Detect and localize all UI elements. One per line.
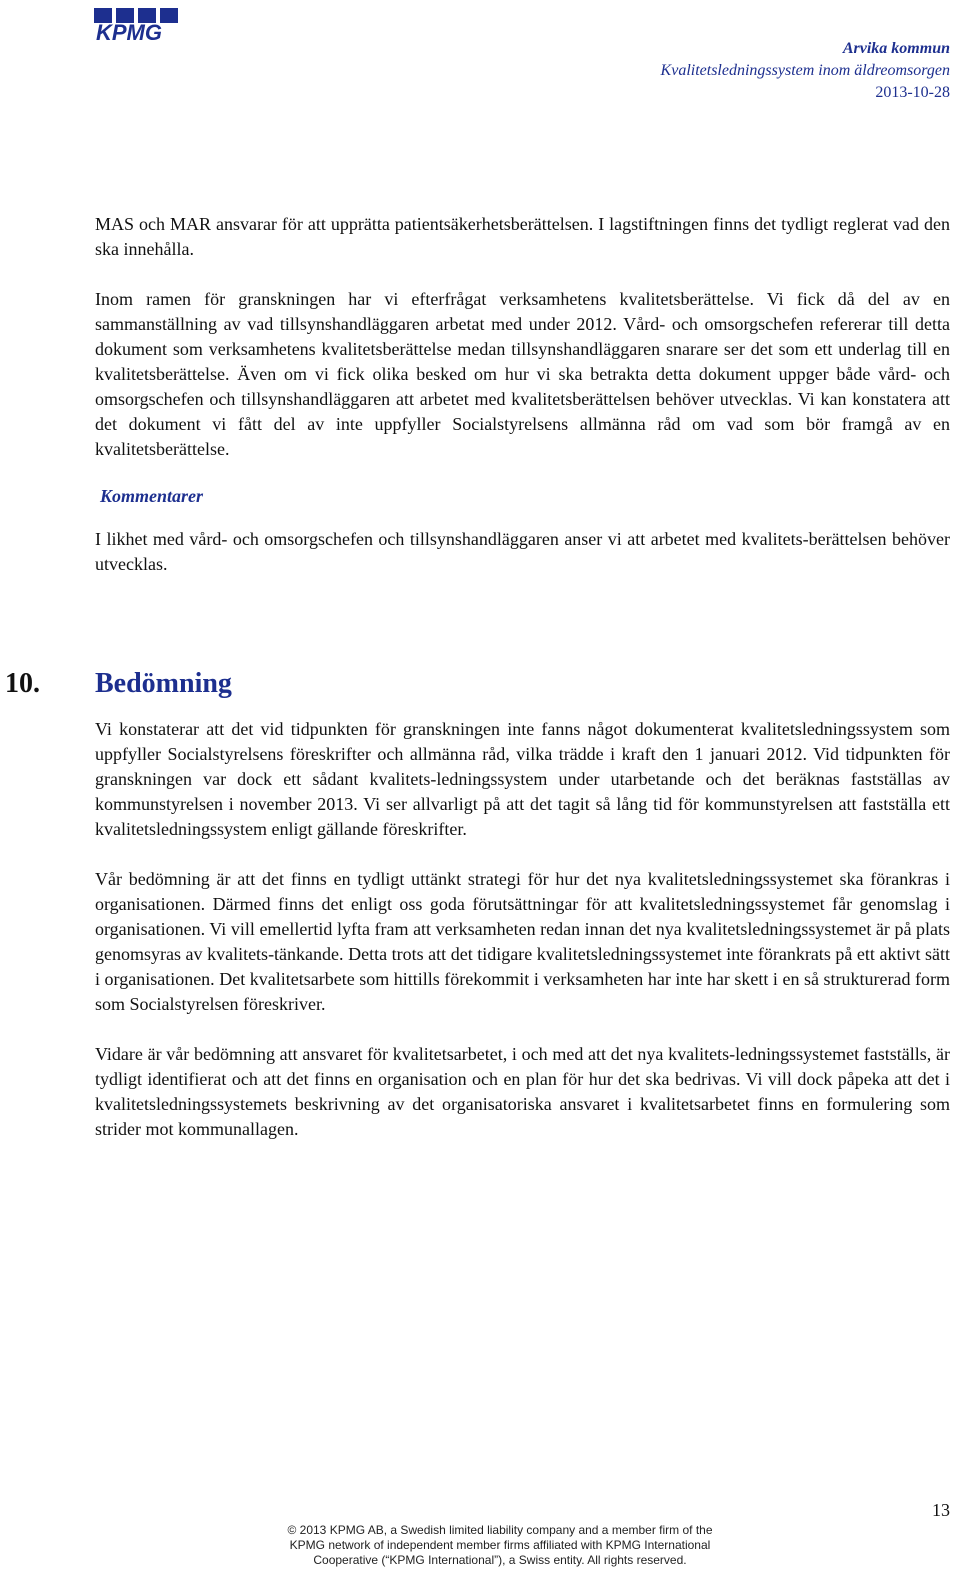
paragraph: MAS och MAR ansvarar för att upprätta patientsäkerhetsberättelsen. I lagstiftningen finns det tydligt reglerat vad den ska innehålla.: [95, 214, 950, 259]
paragraph: Vidare är vår bedömning att ansvaret för kvalitetsarbetet, i och med att det nya kvalitets-ledningssystemet fastställs, är tydligt identifierat och att det finns en organisation och en plan för hur det ska bedrivas. Vi vill dock påpeka att det i kvalitetsledningssystemets beskrivning av det organisatoriska ansvaret i kvalitetsarbetet finns en formulering som strider mot kommunallagen.: [95, 1044, 950, 1139]
kpmg-logo: [92, 6, 184, 47]
body-text: [95, 212, 950, 577]
footer-line: Cooperative (“KPMG International”), a Swiss entity. All rights reserved.: [313, 1553, 687, 1567]
footer-line: KPMG network of independent member firms affiliated with KPMG International: [289, 1538, 711, 1552]
paragraph: Inom ramen för granskningen har vi efterfrågat verksamhetens kvalitetsberättelse. Vi fick då del av en sammanställning av vad tillsynshandläggaren arbetat med under 2012. Vård- och omsorgschefen refererar till detta dokument som verksamhetens kvalitetsberättelse medan tillsynshandläggaren snarare ser det som ett underlag till en kvalitetsberättelse. Även om vi fick olika besked om hur vi ska betrakta detta dokument uppger både vård- och omsorgschefen och tillsynshandläggaren att arbetet med kvalitetsberättelsen behöver utvecklas. Vi kan konstatera att det dokument vi fått del av inte uppfyller Socialstyrelsens allmänna råd om vad som bör framgå av en kvalitetsberättelse.: [95, 289, 950, 459]
header-date: 2013-10-28: [875, 84, 950, 101]
comments-heading: Kommentarer: [100, 486, 204, 506]
logo-text: KPMG: [96, 20, 162, 42]
header-system: Kvalitetsledningssystem inom äldreomsorgen: [660, 62, 950, 79]
paragraph: Vi konstaterar att det vid tidpunkten för granskningen inte fanns något dokumenterat kvalitetsledningssystem som uppfyller Socialstyrelsens föreskrifter och allmänna råd, vilka trädde i kraft den 1 januari 2012. Vid tidpunkten för granskningen var dock ett sådant kvalitets-ledningssystem under utarbetande och det beräknas fastställas av kommunstyrelsen i november 2013. Vi ser allvarligt på att det tagit så lång tid för kommunstyrelsen att fastställa ett kvalitetsledningssystem enligt gällande föreskrifter.: [95, 719, 950, 839]
section-number: 10.: [5, 668, 40, 699]
section-heading: [0, 668, 960, 704]
section-title: Bedömning: [95, 668, 232, 699]
section-body: [95, 717, 950, 1142]
page-number: 13: [932, 1500, 950, 1520]
header-organization: Arvika kommun: [842, 40, 950, 57]
footer: [270, 1523, 730, 1568]
document-header: [661, 38, 950, 104]
footer-line: © 2013 KPMG AB, a Swedish limited liability company and a member firm of the: [287, 1523, 713, 1537]
paragraph: Vår bedömning är att det finns en tydligt uttänkt strategi för hur det nya kvalitetsledningssystemet ska förankras i organisationen. Därmed finns det enligt oss goda förutsättningar för att kvalitetsledningssystemet får genomslag i organisationen. Vi vill emellertid lyfta fram att verksamheten redan innan det nya kvalitetsledningssystemet är på plats genomsyras av kvalitets-tänkande. Detta trots att det tidigare kvalitetsledningssystemet inte förankrats på ett aktivt sätt i organisationen. Det kvalitetsarbete som hittills förekommit i verksamheten har inte har skett i en så strukturerad form som Socialstyrelsen föreskriver.: [95, 869, 950, 1014]
paragraph: I likhet med vård- och omsorgschefen och tillsynshandläggaren anser vi att arbetet med kvalitets-berättelsen behöver utvecklas.: [95, 529, 950, 574]
